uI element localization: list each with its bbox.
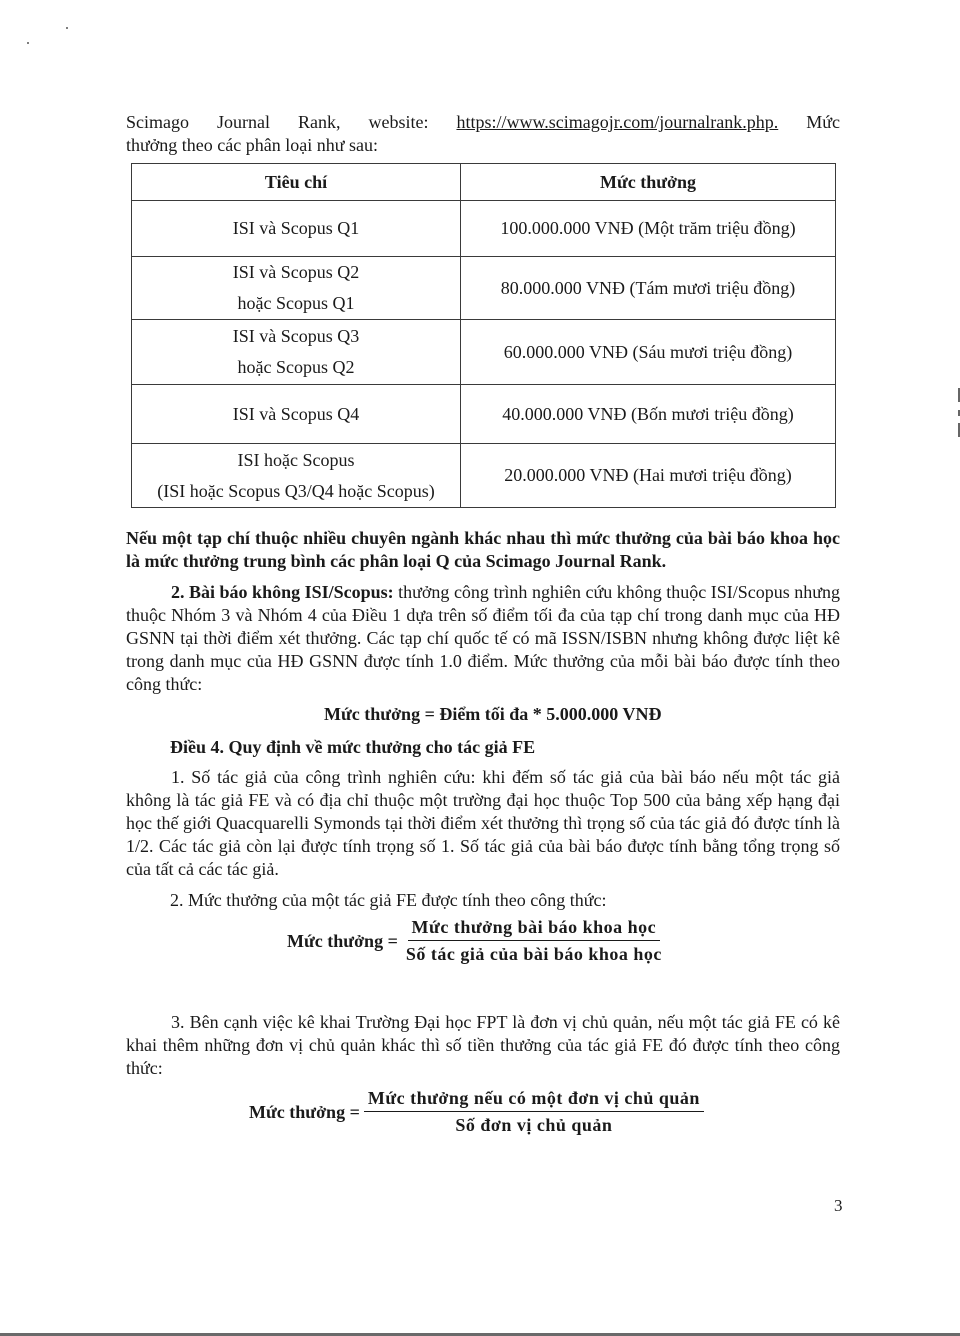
table-header-row [132,164,836,201]
formula-lhs: Mức thưởng = [249,1101,360,1122]
scan-speck [66,27,68,29]
header-reward: Mức thưởng [461,164,836,201]
article-4-item-1: 1. Số tác giả của công trình nghiên cứu: khi đếm số tác giả của bài báo nếu một tác giả không là tác giả FE và có địa chỉ thuộc một trường đại học thuộc Top 500 của bảng xếp hạng đại học thế giới Quacquarelli Symonds tại thời điểm xét thưởng thì trọng số của tác giả đó được tính là 1/2. Các tác giả còn lại được tính trọng số 1. Số tác giả của bài báo được tính bằng tổng trọng số của tất cả các tác giả. [126,767,840,879]
reward-cell: 40.000.000 VNĐ (Bốn mươi triệu đồng) [461,385,836,444]
fraction-denominator: Số tác giả của bài báo khoa học [405,944,662,964]
criteria-cell: ISI và Scopus Q1 [132,201,461,257]
criteria-cell: ISI và Scopus Q3 hoặc Scopus Q2 [132,320,461,385]
reward-cell: 80.000.000 VNĐ (Tám mươi triệu đồng) [461,257,836,320]
article-4-item-2: 2. Mức thưởng của một tác giả FE được tính theo công thức: [170,890,607,910]
criteria-cell: ISI hoặc Scopus (ISI hoặc Scopus Q3/Q4 hoặc Scopus) [132,444,461,508]
fraction [364,1088,704,1136]
section-2-lead: 2. Bài báo không ISI/Scopus: [171,582,394,602]
article-4-item-3: 3. Bên cạnh việc kê khai Trường Đại học FPT là đơn vị chủ quản, nếu một tác giả FE có kê khai thêm những đơn vị chủ quản khác thì số tiền thưởng của tác giả FE đó được tính theo công thức: [126,1012,840,1078]
table-row [132,201,836,257]
multi-field-note: Nếu một tạp chí thuộc nhiều chuyên ngành khác nhau thì mức thưởng của bài báo khoa học là mức thưởng trung bình các phân loại Q của Scimago Journal Rank. [126,528,840,571]
formula-affiliation-reward [249,1088,704,1136]
formula-author-reward [287,917,666,965]
fraction [402,917,666,965]
fraction-denominator: Số đơn vị chủ quản [455,1115,613,1135]
scimago-link[interactable]: https://www.scimagojr.com/journalrank.php. [456,112,779,132]
reward-table [131,163,836,508]
formula-max-points: Mức thưởng = Điểm tối đa * 5.000.000 VNĐ [324,704,662,724]
table-row [132,320,836,385]
intro-line-2: thưởng theo các phân loại như sau: [126,135,378,155]
section-2-paragraph [126,581,840,696]
intro-paragraph [126,111,840,157]
fraction-numerator: Mức thưởng bài báo khoa học [408,917,661,941]
intro-line-1: Scimago Journal Rank, website: https://www.scimagojr.com/journalrank.php. Mức [126,112,840,132]
reward-cell: 20.000.000 VNĐ (Hai mươi triệu đồng) [461,444,836,508]
fraction-numerator: Mức thưởng nếu có một đơn vị chủ quản [364,1088,704,1112]
criteria-cell: ISI và Scopus Q2 hoặc Scopus Q1 [132,257,461,320]
article-4-heading: Điều 4. Quy định về mức thưởng cho tác giả FE [170,737,536,757]
section-2-body: thưởng công trình nghiên cứu không thuộc ISI/Scopus nhưng thuộc Nhóm 3 và Nhóm 4 của Điều 1 dựa trên số điểm tối đa của tạp chí trong danh mục của HĐ GSNN tại thời điểm xét thưởng. Các tạp chí quốc tế có mã ISSN/ISBN nhưng không được liệt kê trong danh mục của HĐ GSNN được tính 1.0 điểm. Mức thưởng của mỗi bài báo được tính theo công thức: [126,582,840,694]
page-number: 3 [834,1196,843,1215]
reward-cell: 100.000.000 VNĐ (Một trăm triệu đồng) [461,201,836,257]
formula-lhs: Mức thưởng = [287,930,398,951]
table-row [132,444,836,508]
table-row [132,385,836,444]
header-criteria: Tiêu chí [132,164,461,201]
scan-speck [27,42,29,44]
reward-cell: 60.000.000 VNĐ (Sáu mươi triệu đồng) [461,320,836,385]
table-row [132,257,836,320]
criteria-cell: ISI và Scopus Q4 [132,385,461,444]
